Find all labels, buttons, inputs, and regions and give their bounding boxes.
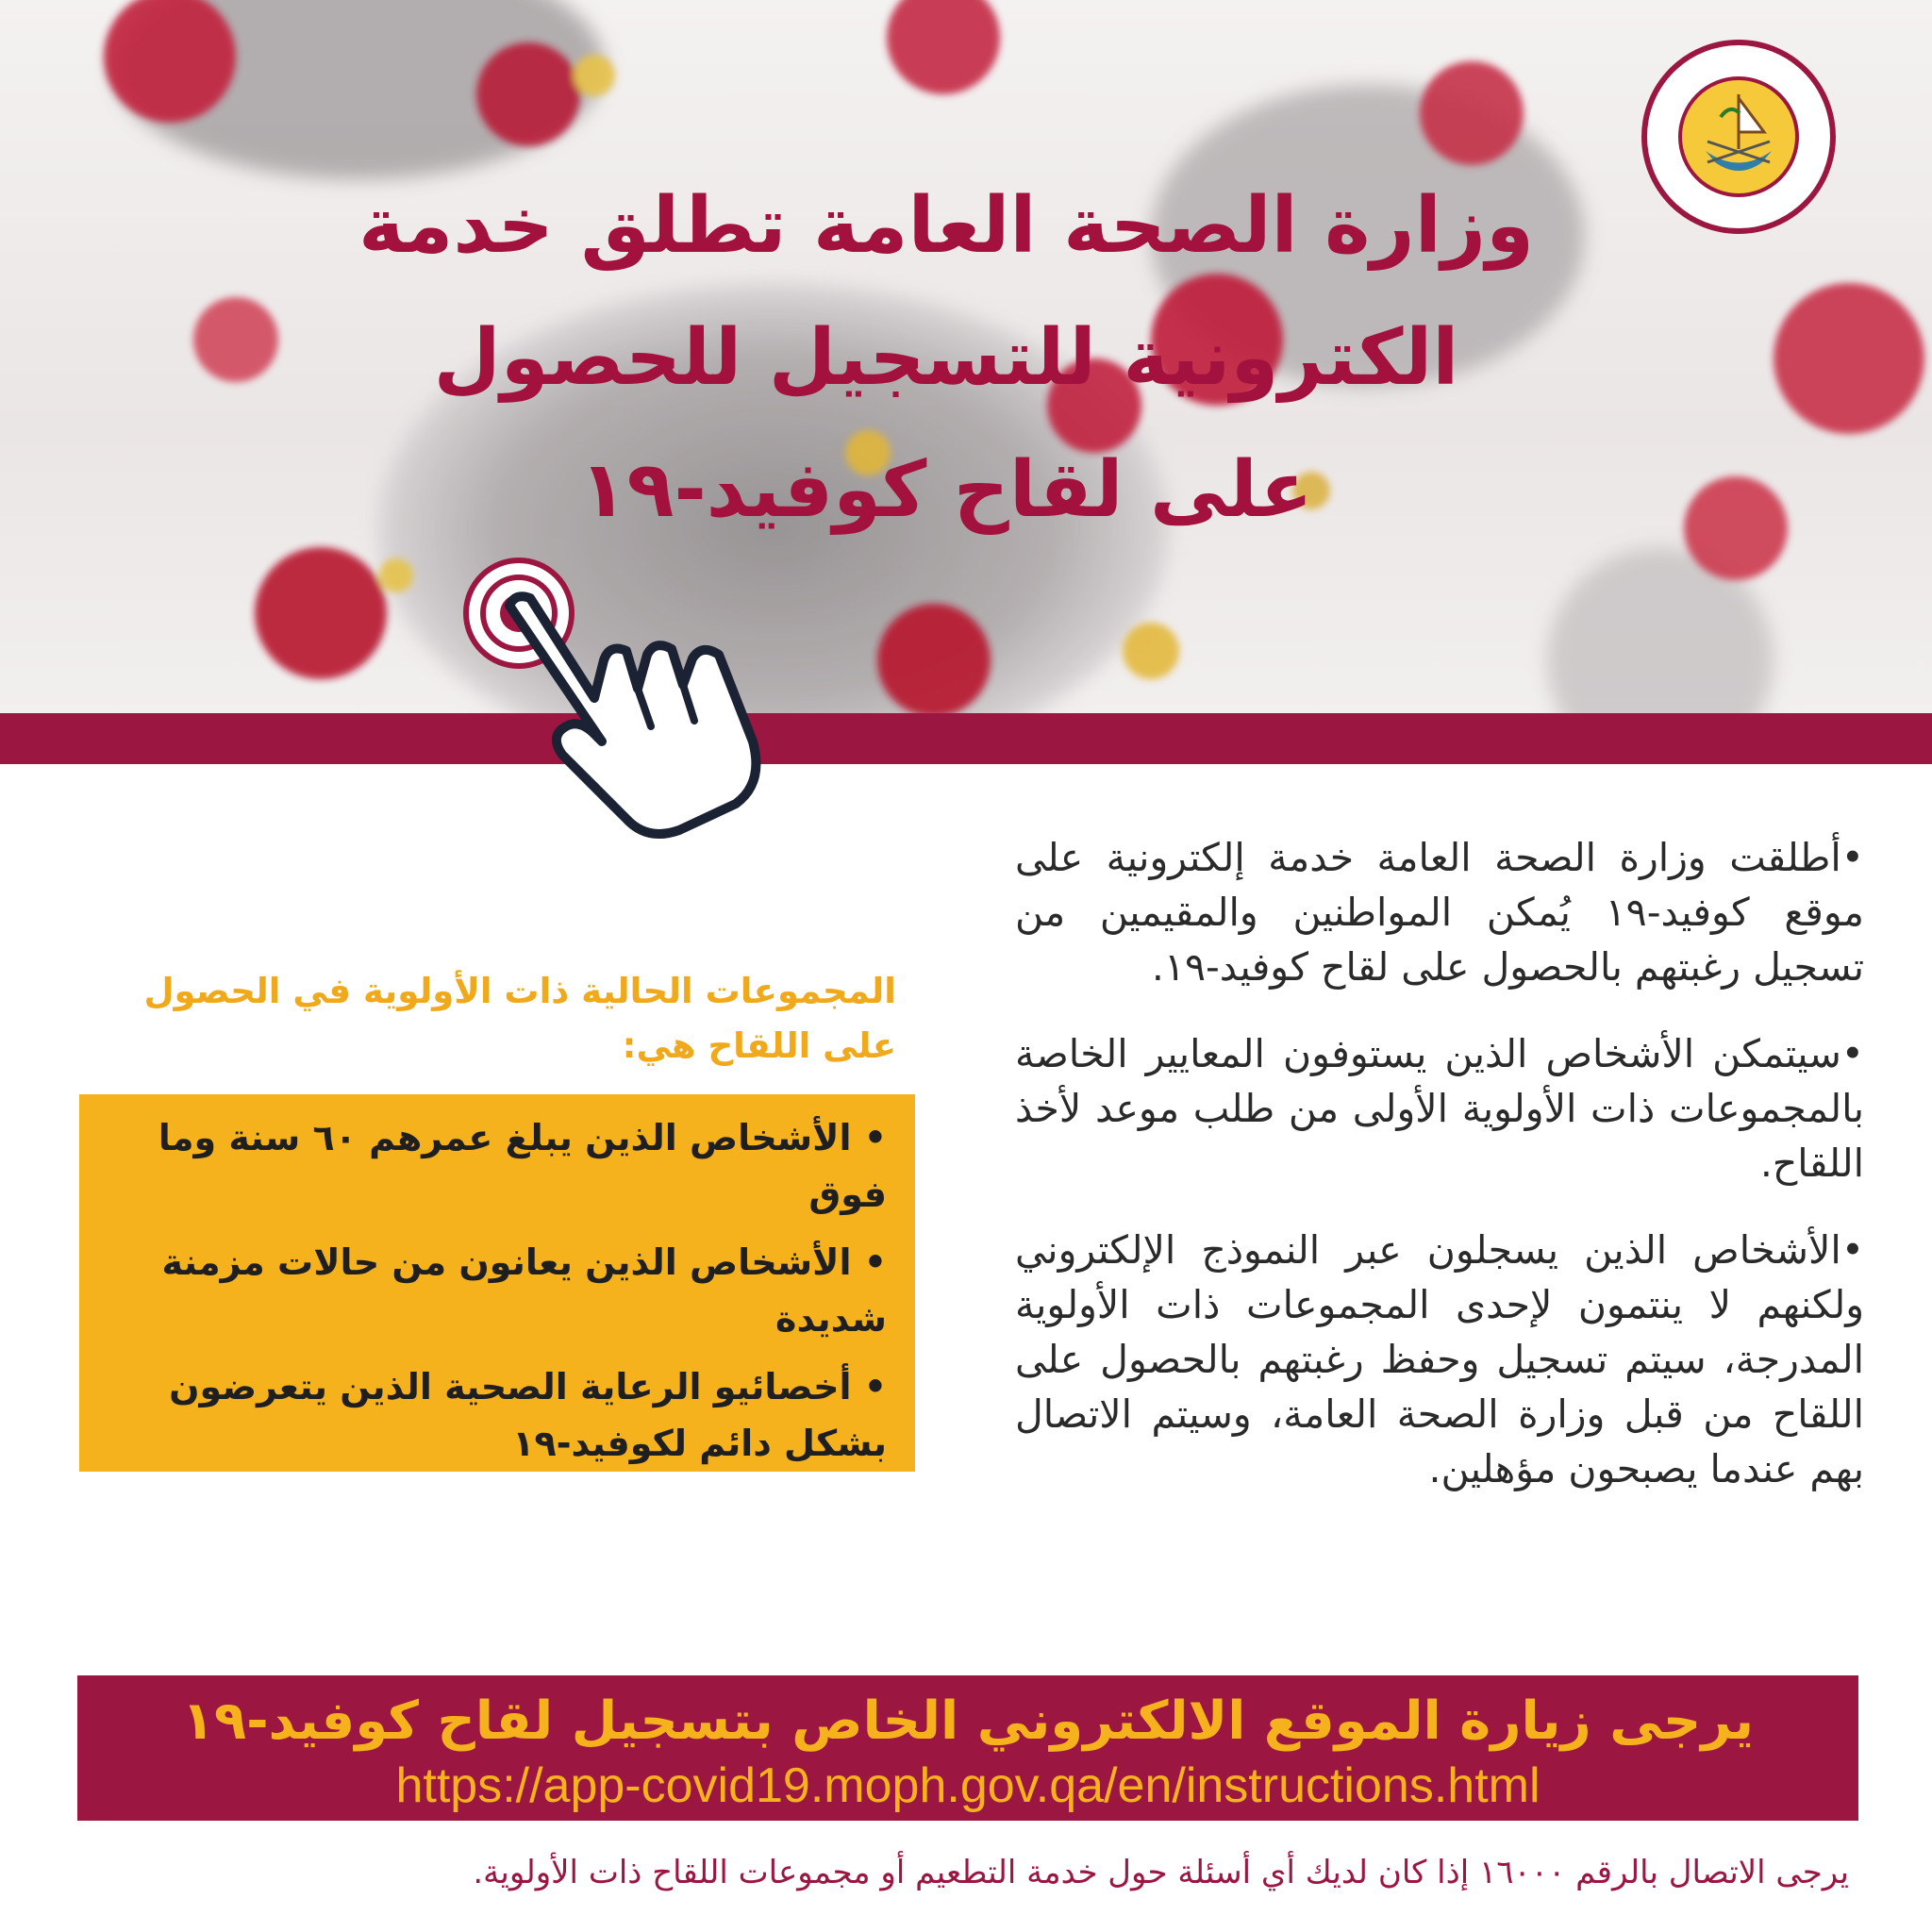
priority-heading: المجموعات الحالية ذات الأولوية في الحصول على اللقاح هي:: [143, 971, 896, 1066]
hero-title-line: على لقاح كوفيد-١٩: [579, 445, 1313, 535]
hand-pointer-click-icon: [453, 557, 792, 840]
moph-logo: [1640, 38, 1838, 236]
announcement-text: [1015, 830, 1864, 1528]
hero-title-line: وزارة الصحة العامة تطلق خدمة: [358, 181, 1535, 271]
announcement-paragraph: •الأشخاص الذين يسجلون عبر النموذج الإلكتروني ولكنهم لا ينتمون لإحدى المجموعات ذات الأولوية المدرجة، سيتم تسجيل وحفظ رغبتهم بالحصول على اللقاح من قبل وزارة الصحة العامة، وسيتم الاتصال بهم عندما يصبحون مؤهلين.: [1015, 1227, 1864, 1491]
priority-groups-box: [79, 1094, 915, 1472]
priority-item: • أخصائيو الرعاية الصحية الذين يتعرضون بشكل دائم لكوفيد-١٩: [169, 1366, 887, 1464]
registration-banner: [77, 1675, 1858, 1821]
announcement-paragraph: •سيتمكن الأشخاص الذين يستوفون المعايير الخاصة بالمجموعات ذات الأولوية الأولى من طلب موعد لأخذ اللقاح.: [1015, 1031, 1864, 1186]
priority-item: • الأشخاص الذين يبلغ عمرهم ٦٠ سنة وما فوق: [158, 1117, 887, 1215]
hero-title-line: الكترونية للتسجيل للحصول: [433, 313, 1459, 403]
registration-title: يرجى زيارة الموقع الالكتروني الخاص بتسجيل لقاح كوفيد-١٩: [181, 1690, 1755, 1752]
priority-item: • الأشخاص الذين يعانون من حالات مزمنة شديدة: [161, 1241, 887, 1340]
announcement-paragraph: •أطلقت وزارة الصحة العامة خدمة إلكترونية على موقع كوفيد-١٩ يُمكن المواطنين والمقيمين من تسجيل رغبتهم بالحصول على لقاح كوفيد-١٩.: [1015, 835, 1864, 990]
contact-note: يرجى الاتصال بالرقم ١٦٠٠٠ إذا كان لديك أي أسئلة حول خدمة التطعيم أو مجموعات اللقاح ذات الأولوية.: [473, 1854, 1849, 1891]
hero-title: [295, 160, 1597, 557]
registration-url-link[interactable]: https://app-covid19.moph.gov.qa/en/instructions.html: [395, 1758, 1541, 1813]
hero-banner: [0, 0, 1932, 717]
divider-bar: [0, 713, 1932, 764]
